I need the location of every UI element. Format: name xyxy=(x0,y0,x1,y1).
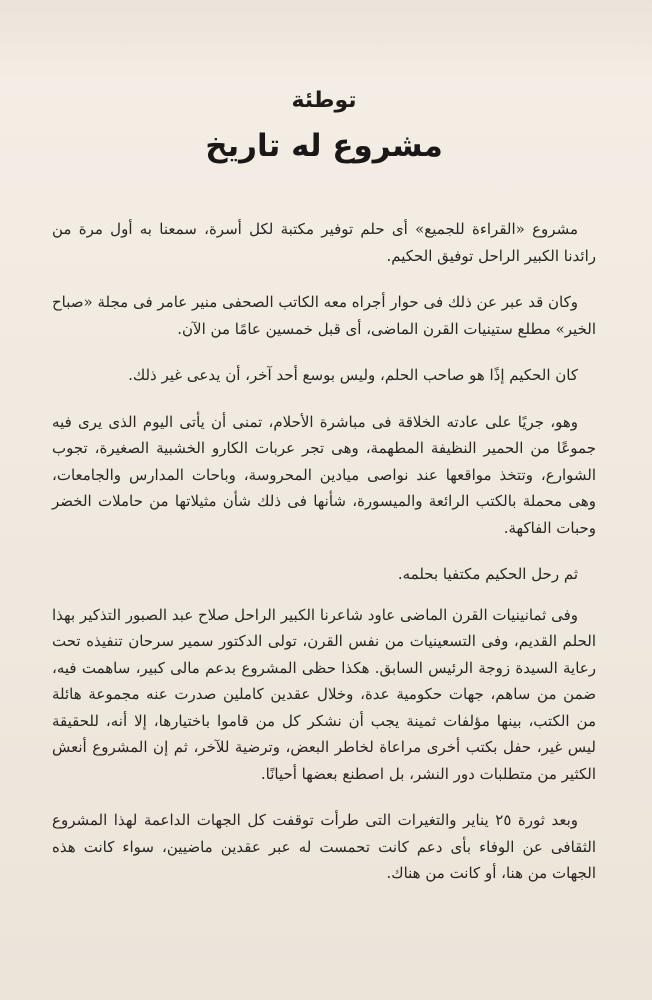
body-text xyxy=(52,216,596,887)
paragraph-3: كان الحكيم إذًا هو صاحب الحلم، وليس بوسع أحد آخر، أن يدعى غير ذلك. xyxy=(128,366,578,384)
paragraph-2: وكان قد عبر عن ذلك فى حوار أجراه معه الكاتب الصحفى منير عامر فى مجلة «صباح الخير» مطلع ستينيات القرن الماضى، أى قبل خمسين عامًا من الآن. xyxy=(51,293,596,338)
paragraph-7: وبعد ثورة ٢٥ يناير والتغيرات التى طرأت توقفت كل الجهات الداعمة لهذا المشروع الثقافى عن الوفاء بأى دعم كانت تحمست له عبر عقدين ماضيين، سواء كانت هذه الجهات من هنا، أو كانت من هناك. xyxy=(52,811,596,882)
section-kicker: توطئة xyxy=(291,88,357,113)
paragraph-5: ثم رحل الحكيم مكتفيا بحلمه. xyxy=(397,565,578,583)
page-title: مشروع له تاريخ xyxy=(205,128,443,164)
paragraph-1: مشروع «القراءة للجميع» أى حلم توفير مكتبة لكل أسرة، سمعنا به أول مرة من رائدنا الكبير الراحل توفيق الحكيم. xyxy=(52,220,596,265)
paragraph-4: وهو، جريًا على عادته الخلاقة فى مباشرة الأحلام، تمنى أن يأتى اليوم الذى يرى فيه جموعًا من الحمير النظيفة المطهمة، وهى تجر عربات الكارو الخشبية الصغيرة، تجوب الشوارع، وتتخذ مواقعها عند نواصى ميادين المحروسة، وباحات المدارس والجامعات، وهى محملة بالكتب الرائعة والميسورة، شأنها فى ذلك شأن مثيلاتها من حاملات الخضر وحبات الفاكهة. xyxy=(52,412,596,537)
paragraph-6: وفى ثمانينيات القرن الماضى عاود شاعرنا الكبير الراحل صلاح عبد الصبور التذكير بهذا الحلم القديم، وفى التسعينيات من نفس القرن، تولى الدكتور سمير سرحان تنفيذه تحت رعاية السيدة زوجة الرئيس السابق. هكذا حظى المشروع بدعم مالى كبير، ساهمت فيه، ضمن من ساهم، جهات حكومية عدة، وخلال عقدين كاملين صدرت عنه مجموعة هائلة من الكتب، بينها مؤلفات ثمينة يجب أن نشكر كل من قاموا باختيارها، إلا أنه، للحقيقة ليس غير، حفل بكتب أخرى مراعاة لخاطر البعض، وترضية للآخر، ثم إن المشروع أنعش الكثير من متطلبات دور النشر، بل اصطنع بعضها أحيانًا. xyxy=(52,605,596,783)
